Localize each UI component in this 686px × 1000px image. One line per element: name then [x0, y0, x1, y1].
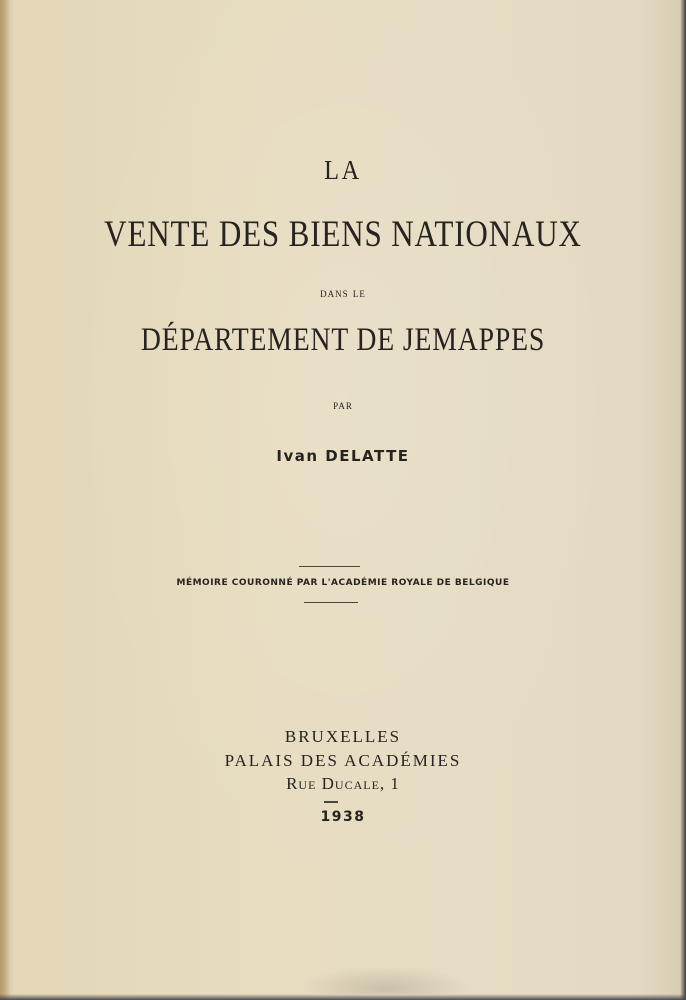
publication-year: 1938 [320, 809, 366, 825]
distinction-note: MÉMOIRE COURONNÉ PAR L'ACADÉMIE ROYALE DE BELGIQUE [176, 578, 510, 588]
imprint-publisher: PALAIS DES ACADÉMIES [224, 751, 462, 770]
page-bottom-edge [0, 994, 686, 1000]
paper-wear-mark [300, 966, 470, 994]
book-subtitle: DÉPARTEMENT DE JEMAPPES [140, 322, 546, 358]
imprint-city: BRUXELLES [284, 727, 402, 746]
book-title: VENTE DES BIENS NATIONAUX [104, 214, 582, 255]
divider-top [299, 566, 360, 567]
by-label: par [333, 397, 353, 412]
author-name: Ivan DELATTE [276, 447, 410, 465]
title-article: LA [324, 155, 362, 185]
page-right-edge [680, 0, 686, 1000]
imprint-address: Rue Ducale, 1 [286, 774, 400, 793]
title-connector: dans le [320, 285, 366, 300]
divider-bottom [304, 602, 358, 603]
spine-shadow [0, 0, 10, 1000]
imprint-dash [324, 801, 338, 803]
